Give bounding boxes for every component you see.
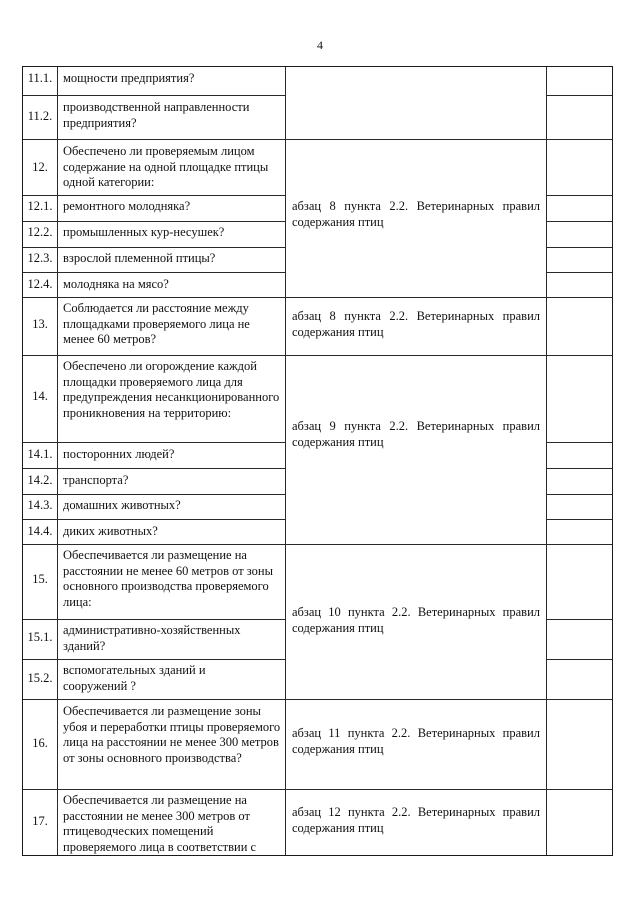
row-number: 17. <box>32 814 48 828</box>
sub-row-divider <box>23 442 285 443</box>
row-divider <box>23 544 612 545</box>
row-number: 12.2. <box>27 225 53 239</box>
question-text: диких животных? <box>63 524 158 538</box>
reference-line: абзац 10 пункта 2.2. Ветеринарных правил <box>292 605 540 619</box>
row-number: 14.2. <box>27 473 53 487</box>
sub-row-divider <box>546 659 612 660</box>
row-number: 12.1. <box>27 199 53 213</box>
row-number: 15. <box>32 572 48 586</box>
row-number: 12.4. <box>27 277 53 291</box>
question-text: молодняка на мясо? <box>63 277 169 291</box>
question-text: Соблюдается ли расстояние между площадками проверяемого лица не менее 60 метров? <box>63 301 250 346</box>
row-divider <box>23 699 612 700</box>
sub-row-divider <box>23 519 285 520</box>
sub-row-divider <box>546 272 612 273</box>
question-text: мощности предприятия? <box>63 71 195 85</box>
row-number: 14. <box>32 389 48 403</box>
reference-line: абзац 12 пункта 2.2. Ветеринарных правил <box>292 805 540 819</box>
sub-row-divider <box>23 468 285 469</box>
reference-line: содержания птиц <box>292 620 384 635</box>
sub-row-divider <box>546 619 612 620</box>
question-text: транспорта? <box>63 473 129 487</box>
legal-reference <box>292 726 540 757</box>
sub-row-divider <box>546 442 612 443</box>
row-number: 15.2. <box>27 671 53 685</box>
question-text: Обеспечивается ли размещение на расстоянии не менее 60 метров от зоны основного производства проверяемого лица: <box>63 548 273 609</box>
row-number: 11.2. <box>27 109 53 123</box>
question-text: взрослой племенной птицы? <box>63 251 216 265</box>
sub-row-divider <box>546 468 612 469</box>
legal-reference <box>292 805 540 836</box>
question-text: Обеспечено ли проверяемым лицом содержание на одной площадке птицы одной категории: <box>63 144 269 189</box>
page-number: 4 <box>317 38 323 52</box>
reference-line: абзац 11 пункта 2.2. Ветеринарных правил <box>292 726 540 740</box>
sub-row-divider <box>546 221 612 222</box>
sub-row-divider <box>23 221 285 222</box>
reference-line: абзац 8 пункта 2.2. Ветеринарных правил <box>292 309 540 323</box>
question-text: домашних животных? <box>63 498 181 512</box>
question-text: вспомогательных зданий и сооружений ? <box>63 663 206 693</box>
question-text: Обеспечивается ли размещение зоны убоя и переработки птицы проверяемого лица на расстоянии не менее 300 метров от зоны основного производства? <box>63 704 281 765</box>
sub-row-divider <box>23 659 285 660</box>
sub-row-divider <box>546 247 612 248</box>
question-text: административно-хозяйственных зданий? <box>63 623 241 653</box>
row-number: 13. <box>32 317 48 331</box>
question-text: производственной направленности предприятия? <box>63 100 250 130</box>
question-text: ремонтного молодняка? <box>63 199 191 213</box>
question-text: Обеспечивается ли размещение на расстоянии не менее 300 метров от птицеводческих помещений проверяемого лица в соответствии с <box>63 793 257 854</box>
reference-line: содержания птиц <box>292 741 384 756</box>
row-number: 14.1. <box>27 447 53 461</box>
question-text: посторонних людей? <box>63 447 175 461</box>
row-number: 12. <box>32 160 48 174</box>
sub-row-divider <box>23 619 285 620</box>
sub-row-divider <box>23 95 285 96</box>
row-number: 15.1. <box>27 630 53 644</box>
question-text: промышленных кур-несушек? <box>63 225 225 239</box>
reference-line: содержания птиц <box>292 434 384 449</box>
column-divider <box>57 67 58 855</box>
column-divider <box>546 67 547 855</box>
sub-row-divider <box>23 195 285 196</box>
reference-line: содержания птиц <box>292 324 384 339</box>
sub-row-divider <box>23 247 285 248</box>
legal-reference <box>292 605 540 636</box>
row-number: 14.3. <box>27 498 53 512</box>
legal-reference <box>292 419 540 450</box>
checklist-table <box>22 66 613 856</box>
reference-line: абзац 9 пункта 2.2. Ветеринарных правил <box>292 419 540 433</box>
row-divider <box>23 297 612 298</box>
sub-row-divider <box>546 494 612 495</box>
row-number: 12.3. <box>27 251 53 265</box>
reference-line: содержания птиц <box>292 820 384 835</box>
row-divider <box>23 355 612 356</box>
sub-row-divider <box>546 95 612 96</box>
row-number: 16. <box>32 736 48 750</box>
row-divider <box>23 789 612 790</box>
row-divider <box>23 139 612 140</box>
row-number: 11.1. <box>27 71 53 85</box>
reference-line: содержания птиц <box>292 214 384 229</box>
reference-line: абзац 8 пункта 2.2. Ветеринарных правил <box>292 199 540 213</box>
row-number: 14.4. <box>27 524 53 538</box>
sub-row-divider <box>546 519 612 520</box>
sub-row-divider <box>546 195 612 196</box>
legal-reference <box>292 309 540 340</box>
question-text: Обеспечено ли огорождение каждой площадки проверяемого лица для предупреждения несанкционированного проникновения на территорию: <box>63 359 280 420</box>
sub-row-divider <box>23 272 285 273</box>
sub-row-divider <box>23 494 285 495</box>
legal-reference <box>292 199 540 230</box>
